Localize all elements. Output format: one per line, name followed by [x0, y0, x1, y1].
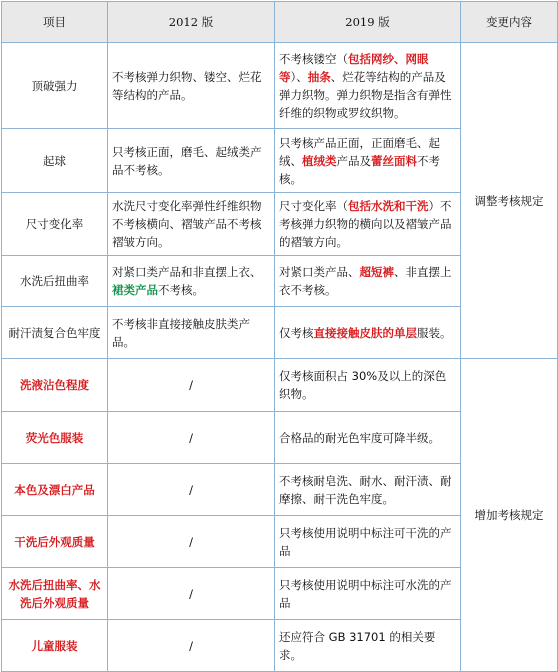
v2012-cell: /	[108, 516, 275, 568]
red-highlight: 包括网纱、网眼等	[279, 51, 429, 84]
item-cell: 耐汗渍复合色牢度	[2, 307, 108, 359]
item-cell: 洗液沾色程度	[2, 359, 108, 412]
green-highlight: 裙类产品	[112, 283, 158, 297]
change-add-cell: 增加考核规定	[461, 359, 558, 672]
text-segment: 仅考核	[279, 325, 314, 340]
item-cell: 起球	[2, 129, 108, 193]
text-segment: 对紧口类产品和非直摆上衣、	[112, 265, 262, 279]
v2012-cell	[108, 256, 275, 307]
change-adjust-cell: 调整考核规定	[461, 43, 558, 359]
v2012-cell: /	[108, 568, 275, 620]
text-segment: 只考核产品正面，正面磨毛、起绒、	[279, 135, 440, 168]
text-segment: 、烂花等结构的产品及弹力织物。弹力织物是指含有弹性纤维的织物或罗纹织物。	[279, 69, 452, 120]
comparison-table	[1, 1, 558, 672]
text-segment: 不考核镂空（	[279, 51, 348, 66]
text-segment: 产品及	[336, 153, 371, 168]
text-segment: 服装。	[417, 325, 452, 340]
v2019-cell: 不考核耐皂洗、耐水、耐汗渍、耐摩擦、耐干洗色牢度。	[275, 464, 461, 516]
table-row	[2, 359, 558, 412]
header-row	[2, 2, 558, 43]
v2012-cell: 不考核非直接接触皮肤类产品。	[108, 307, 275, 359]
v2019-cell: 仅考核面积占 30%及以上的深色织物。	[275, 359, 461, 412]
v2019-cell: 合格品的耐光色牢度可降半级。	[275, 412, 461, 464]
v2012-cell: 不考核弹力织物、镂空、烂花等结构的产品。	[108, 43, 275, 129]
red-highlight: 抽条	[307, 69, 331, 84]
v2012-cell: 水洗尺寸变化率弹性纤维织物不考核横向、褶皱产品不考核褶皱方向。	[108, 193, 275, 256]
text-segment: 尺寸变化率（	[279, 199, 348, 213]
text-segment: ）不考核弹力织物的横向以及褶皱产品的褶皱方向。	[279, 199, 452, 249]
v2012-cell: /	[108, 620, 275, 672]
header-item: 项目	[2, 2, 108, 43]
item-cell: 顶破强力	[2, 43, 108, 129]
red-highlight: 包括水洗和干洗	[348, 199, 429, 213]
item-cell: 儿童服装	[2, 620, 108, 672]
text-segment: 不考核。	[158, 283, 204, 297]
v2019-cell: 只考核使用说明中标注可水洗的产品	[275, 568, 461, 620]
red-highlight: 蕾丝面料	[371, 153, 417, 168]
header-2019: 2019 版	[275, 2, 461, 43]
v2019-cell: 还应符合 GB 31701 的相关要求。	[275, 620, 461, 672]
red-highlight: 超短裤	[359, 265, 394, 279]
text-segment: 不考核。	[279, 153, 440, 186]
v2012-cell: /	[108, 359, 275, 412]
item-cell: 荧光色服装	[2, 412, 108, 464]
item-cell: 水洗后扭曲率	[2, 256, 108, 307]
item-cell: 干洗后外观质量	[2, 516, 108, 568]
text-segment: ）、	[290, 69, 308, 84]
v2012-cell: /	[108, 464, 275, 516]
v2012-cell: /	[108, 412, 275, 464]
v2019-cell	[275, 256, 461, 307]
text-segment: 、非直摆上衣不考核。	[279, 265, 452, 297]
v2019-cell	[275, 307, 461, 359]
v2019-cell: 只考核使用说明中标注可干洗的产品	[275, 516, 461, 568]
v2012-cell: 只考核正面，磨毛、起绒类产品不考核。	[108, 129, 275, 193]
table-row	[2, 43, 558, 129]
header-2012: 2012 版	[108, 2, 275, 43]
item-cell: 尺寸变化率	[2, 193, 108, 256]
v2019-cell	[275, 43, 461, 129]
v2019-cell	[275, 129, 461, 193]
header-change: 变更内容	[461, 2, 558, 43]
text-segment: 对紧口类产品、	[279, 265, 360, 279]
red-highlight: 直接接触皮肤的单层	[313, 325, 417, 340]
v2019-cell	[275, 193, 461, 256]
item-cell: 水洗后扭曲率、水洗后外观质量	[2, 568, 108, 620]
item-cell: 本色及漂白产品	[2, 464, 108, 516]
red-highlight: 植绒类	[302, 153, 337, 168]
